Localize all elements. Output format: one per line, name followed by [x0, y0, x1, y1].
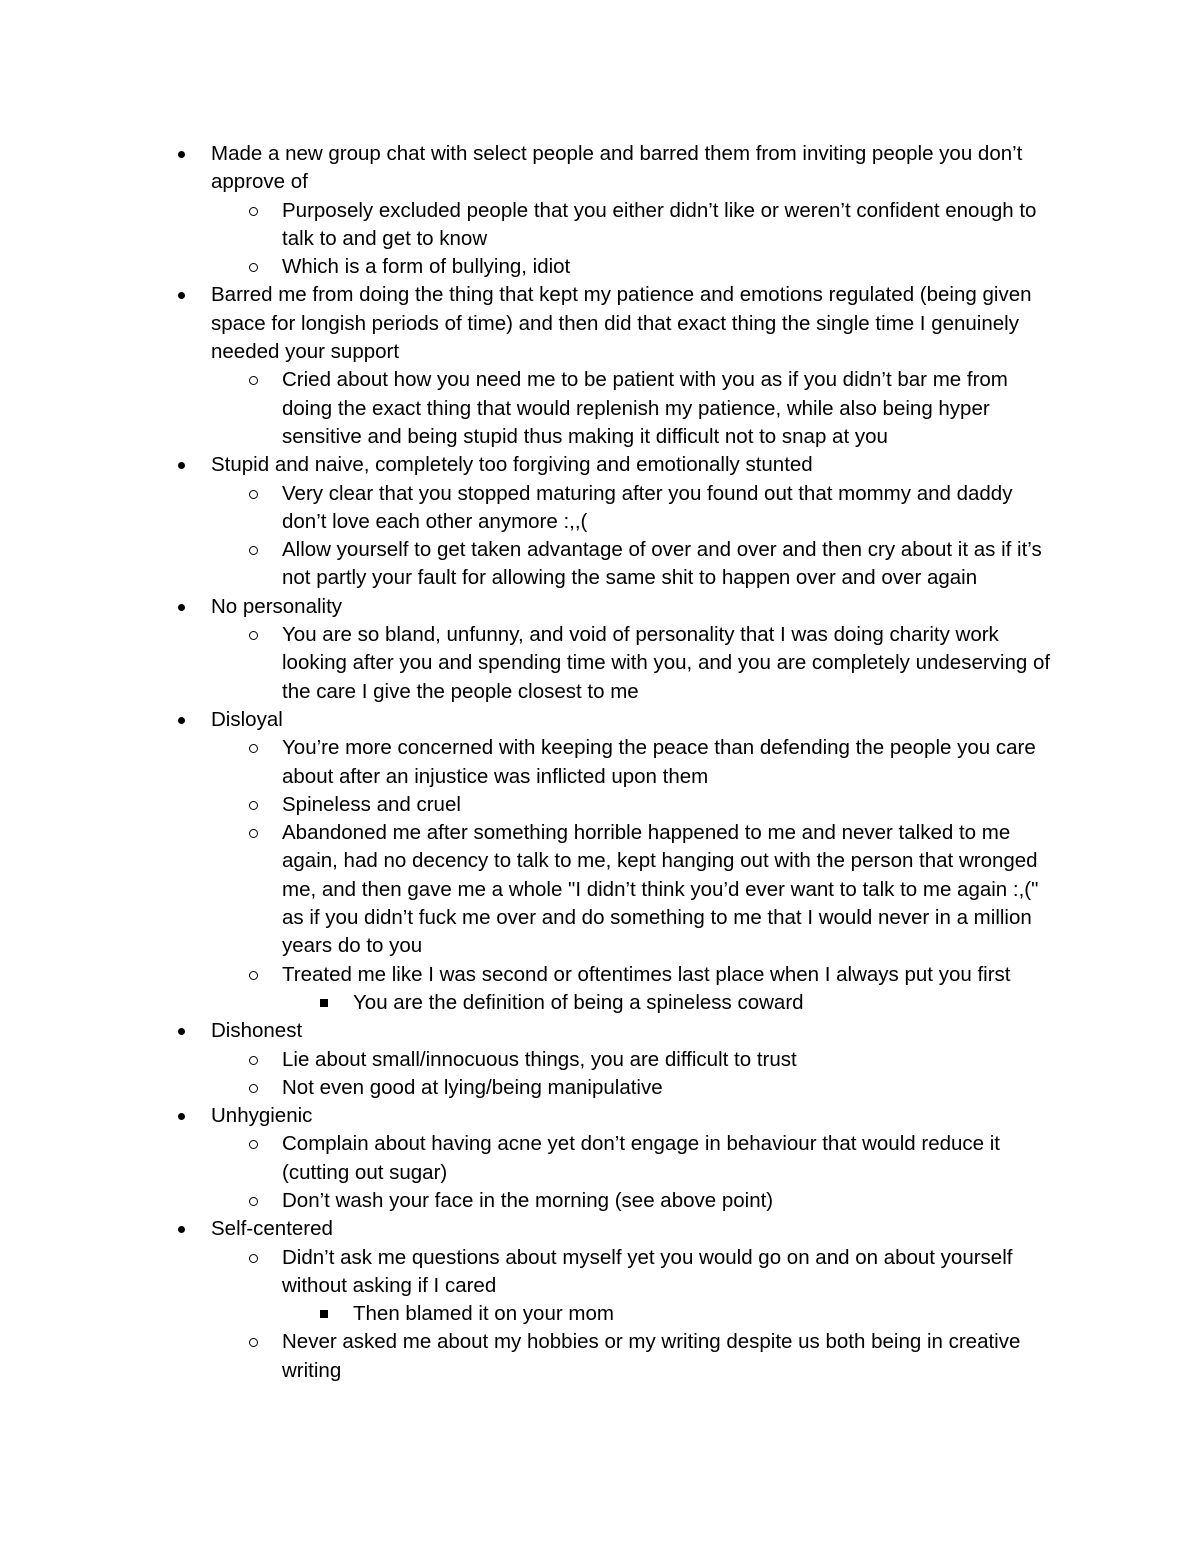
list-item-text: Never asked me about my hobbies or my writing despite us both being in creative writing — [282, 1330, 1021, 1382]
square-bullet-icon — [320, 1310, 328, 1318]
filled-bullet-icon — [178, 151, 185, 158]
list-item-level-1 — [0, 140, 1056, 197]
list-item-level-2 — [0, 621, 1056, 706]
list-item-level-2 — [0, 1046, 1056, 1074]
list-item-text: Not even good at lying/being manipulative — [282, 1075, 663, 1099]
list-item-text: Made a new group chat with select people and barred them from inviting people you don’t approve of — [211, 142, 1023, 194]
list-item-level-1 — [0, 451, 1056, 479]
list-item-text: Don’t wash your face in the morning (see above point) — [282, 1188, 774, 1212]
hollow-circle-bullet-icon — [249, 1084, 258, 1093]
hollow-circle-bullet-icon — [249, 971, 258, 980]
list-item-level-2 — [0, 961, 1056, 989]
list-item-text: Very clear that you stopped maturing after you found out that mommy and daddy don’t love each other anymore :,,( — [282, 481, 1013, 533]
list-item-text: Treated me like I was second or oftentimes last place when I always put you first — [282, 962, 1011, 986]
list-item-text: Unhygienic — [211, 1104, 313, 1128]
hollow-circle-bullet-icon — [249, 1056, 258, 1065]
hollow-circle-bullet-icon — [249, 1338, 258, 1347]
list-item-level-2 — [0, 1244, 1056, 1301]
hollow-circle-bullet-icon — [249, 829, 258, 838]
filled-bullet-icon — [178, 1113, 185, 1120]
list-item-text: You are so bland, unfunny, and void of personality that I was doing charity work looking after you and spending time with you, and you are completely undeserving of the care I give the people closest to me — [282, 623, 1051, 703]
hollow-circle-bullet-icon — [249, 207, 258, 216]
filled-bullet-icon — [178, 604, 185, 611]
hollow-circle-bullet-icon — [249, 376, 258, 385]
list-item-text: Allow yourself to get taken advantage of over and over and then cry about it as if it’s not partly your fault for allowing the same shit to happen over and over again — [282, 538, 1042, 590]
list-item-level-1 — [0, 281, 1056, 366]
square-bullet-icon — [320, 999, 328, 1007]
bullet-list — [0, 140, 1200, 1385]
list-item-level-1 — [0, 1017, 1056, 1045]
hollow-circle-bullet-icon — [249, 1254, 258, 1263]
list-item-text: You are the definition of being a spineless coward — [353, 990, 804, 1014]
list-item-level-2 — [0, 536, 1056, 593]
hollow-circle-bullet-icon — [249, 490, 258, 499]
hollow-circle-bullet-icon — [249, 631, 258, 640]
list-item-level-1 — [0, 1102, 1056, 1130]
hollow-circle-bullet-icon — [249, 546, 258, 555]
list-item-level-2 — [0, 1074, 1056, 1102]
list-item-level-2 — [0, 1187, 1056, 1215]
list-item-level-2 — [0, 819, 1056, 960]
hollow-circle-bullet-icon — [249, 801, 258, 810]
list-item-level-3 — [0, 1300, 1056, 1328]
list-item-level-1 — [0, 593, 1056, 621]
list-item-text: Complain about having acne yet don’t engage in behaviour that would reduce it (cutting out sugar) — [282, 1132, 1000, 1184]
list-item-level-2 — [0, 1130, 1056, 1187]
hollow-circle-bullet-icon — [249, 263, 258, 272]
list-item-text: Cried about how you need me to be patient with you as if you didn’t bar me from doing the exact thing that would replenish my patience, while also being hyper sensitive and being stupid thus making it difficult not to snap at you — [282, 368, 1008, 448]
list-item-level-2 — [0, 734, 1056, 791]
list-item-text: Lie about small/innocuous things, you are difficult to trust — [282, 1047, 797, 1071]
document-page — [0, 140, 1200, 1385]
hollow-circle-bullet-icon — [249, 744, 258, 753]
list-item-text: Stupid and naive, completely too forgiving and emotionally stunted — [211, 453, 813, 477]
list-item-text: Purposely excluded people that you either didn’t like or weren’t confident enough to talk to and get to know — [282, 198, 1037, 250]
filled-bullet-icon — [178, 1028, 185, 1035]
filled-bullet-icon — [178, 1226, 185, 1233]
filled-bullet-icon — [178, 292, 185, 299]
list-item-level-1 — [0, 706, 1056, 734]
list-item-text: Abandoned me after something horrible happened to me and never talked to me again, had no decency to talk to me, kept hanging out with the person that wronged me, and then gave me a whole "I didn’t think you’d ever want to talk to me again :,(" as if you didn’t fuck me over and do something to me that I would never in a million years do to you — [282, 821, 1039, 958]
list-item-text: Disloyal — [211, 707, 283, 731]
list-item-text: Barred me from doing the thing that kept my patience and emotions regulated (being given space for longish periods of time) and then did that exact thing the single time I genuinely needed your support — [211, 283, 1032, 364]
list-item-level-2 — [0, 791, 1056, 819]
list-item-level-2 — [0, 480, 1056, 537]
list-item-text: Dishonest — [211, 1019, 303, 1043]
list-item-text: Spineless and cruel — [282, 792, 461, 816]
list-item-text: Then blamed it on your mom — [353, 1302, 614, 1326]
list-item-text: No personality — [211, 594, 343, 618]
filled-bullet-icon — [178, 462, 185, 469]
list-item-text: Self-centered — [211, 1217, 333, 1241]
list-item-text: Didn’t ask me questions about myself yet you would go on and on about yourself without asking if I cared — [282, 1245, 1013, 1297]
list-item-level-2 — [0, 1328, 1056, 1385]
hollow-circle-bullet-icon — [249, 1197, 258, 1206]
list-item-level-3 — [0, 989, 1056, 1017]
filled-bullet-icon — [178, 717, 185, 724]
list-item-level-1 — [0, 1215, 1056, 1243]
hollow-circle-bullet-icon — [249, 1140, 258, 1149]
list-item-level-2 — [0, 366, 1056, 451]
list-item-text: You’re more concerned with keeping the peace than defending the people you care about after an injustice was inflicted upon them — [282, 736, 1036, 788]
list-item-text: Which is a form of bullying, idiot — [282, 255, 571, 279]
list-item-level-2 — [0, 197, 1056, 254]
list-item-level-2 — [0, 253, 1056, 281]
